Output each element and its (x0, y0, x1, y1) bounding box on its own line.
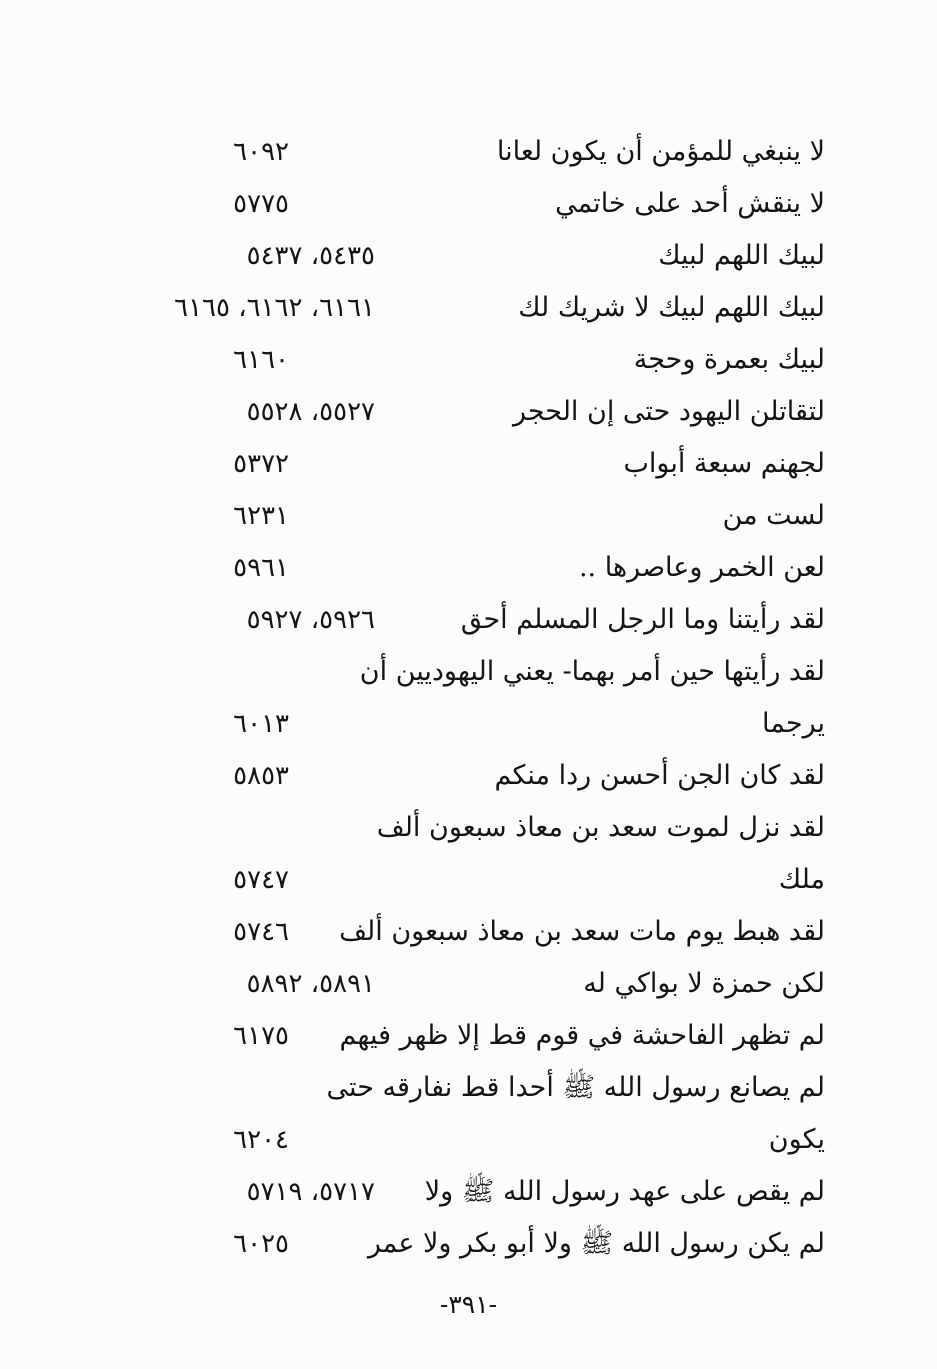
entry-phrase: لعن الخمر وعاصرها .. (578, 552, 825, 583)
index-entry (0, 542, 937, 594)
index-entry (0, 1114, 937, 1166)
entry-references: ٦١٦٠ (233, 345, 289, 375)
index-entry (0, 698, 937, 750)
index-entry (0, 802, 937, 854)
entry-references: ٥٣٧٢ (233, 449, 289, 479)
index-entry (0, 750, 937, 802)
entry-references: ٦٢٠٤ (233, 1125, 289, 1155)
entry-references: ٥٧٧٥ (233, 189, 289, 219)
entry-phrase: لبيك اللهم لبيك لا شريك لك (518, 292, 825, 323)
index-entry (0, 958, 937, 1010)
index-entry (0, 386, 937, 438)
entry-references: ٦٠٩٢ (233, 137, 289, 167)
entry-phrase: لبيك بعمرة وحجة (633, 344, 825, 375)
entry-references: ٦٠١٣ (233, 709, 289, 739)
index-entry (0, 438, 937, 490)
entry-phrase: لم يقص على عهد رسول الله ﷺ ولا (424, 1176, 825, 1207)
entry-phrase: لم تظهر الفاحشة في قوم قط إلا ظهر فيهم (339, 1020, 825, 1051)
entry-references: ٥٧٤٧ (233, 865, 289, 895)
entry-phrase: لبيك اللهم لبيك (658, 240, 825, 271)
index-entry (0, 906, 937, 958)
entry-phrase: يكون (768, 1124, 825, 1155)
index-entry (0, 126, 937, 178)
entry-references: ٦١٦١، ٦١٦٢، ٦١٦٥ (174, 293, 375, 323)
entry-phrase: لقد كان الجن أحسن ردا منكم (494, 760, 825, 791)
entry-phrase: يرجما (762, 708, 825, 739)
hadith-index-list (0, 126, 937, 1270)
entry-phrase: لست من (722, 500, 825, 531)
entry-phrase: لقد نزل لموت سعد بن معاذ سبعون ألف (376, 812, 825, 843)
entry-phrase: لتقاتلن اليهود حتى إن الحجر (512, 396, 825, 427)
index-entry (0, 334, 937, 386)
entry-phrase: لقد رأيتها حين أمر بهما- يعني اليهوديين أن (359, 656, 825, 687)
index-entry (0, 1166, 937, 1218)
index-entry (0, 1062, 937, 1114)
entry-phrase: لقد هبط يوم مات سعد بن معاذ سبعون ألف (339, 916, 825, 947)
entry-references: ٦١٧٥ (233, 1021, 289, 1051)
entry-references: ٥٤٣٥، ٥٤٣٧ (246, 241, 375, 271)
page-number: -٣٩١- (439, 1290, 498, 1319)
entry-phrase: لا ينقش أحد على خاتمي (555, 188, 825, 219)
index-entry (0, 1218, 937, 1270)
index-entry (0, 854, 937, 906)
entry-references: ٥٩٢٦، ٥٩٢٧ (246, 605, 375, 635)
index-entry (0, 594, 937, 646)
index-entry (0, 230, 937, 282)
entry-phrase: لكن حمزة لا بواكي له (583, 968, 825, 999)
entry-phrase: لا ينبغي للمؤمن أن يكون لعانا (496, 136, 825, 167)
entry-references: ٥٥٢٧، ٥٥٢٨ (246, 397, 375, 427)
index-entry (0, 178, 937, 230)
entry-phrase: لجهنم سبعة أبواب (623, 448, 825, 479)
index-entry (0, 646, 937, 698)
entry-references: ٥٩٦١ (233, 553, 289, 583)
index-entry (0, 490, 937, 542)
entry-phrase: لم يصانع رسول الله ﷺ أحدا قط نفارقه حتى (326, 1072, 825, 1103)
entry-references: ٦٠٢٥ (233, 1229, 289, 1259)
entry-references: ٥٨٥٣ (233, 761, 289, 791)
entry-phrase: لقد رأيتنا وما الرجل المسلم أحق (460, 604, 825, 635)
entry-phrase: ملك (778, 864, 825, 895)
entry-references: ٥٧١٧، ٥٧١٩ (246, 1177, 375, 1207)
index-entry (0, 1010, 937, 1062)
entry-references: ٥٨٩١، ٥٨٩٢ (246, 969, 375, 999)
entry-phrase: لم يكن رسول الله ﷺ ولا أبو بكر ولا عمر (367, 1228, 825, 1259)
entry-references: ٥٧٤٦ (233, 917, 289, 947)
index-entry (0, 282, 937, 334)
entry-references: ٦٢٣١ (233, 501, 289, 531)
